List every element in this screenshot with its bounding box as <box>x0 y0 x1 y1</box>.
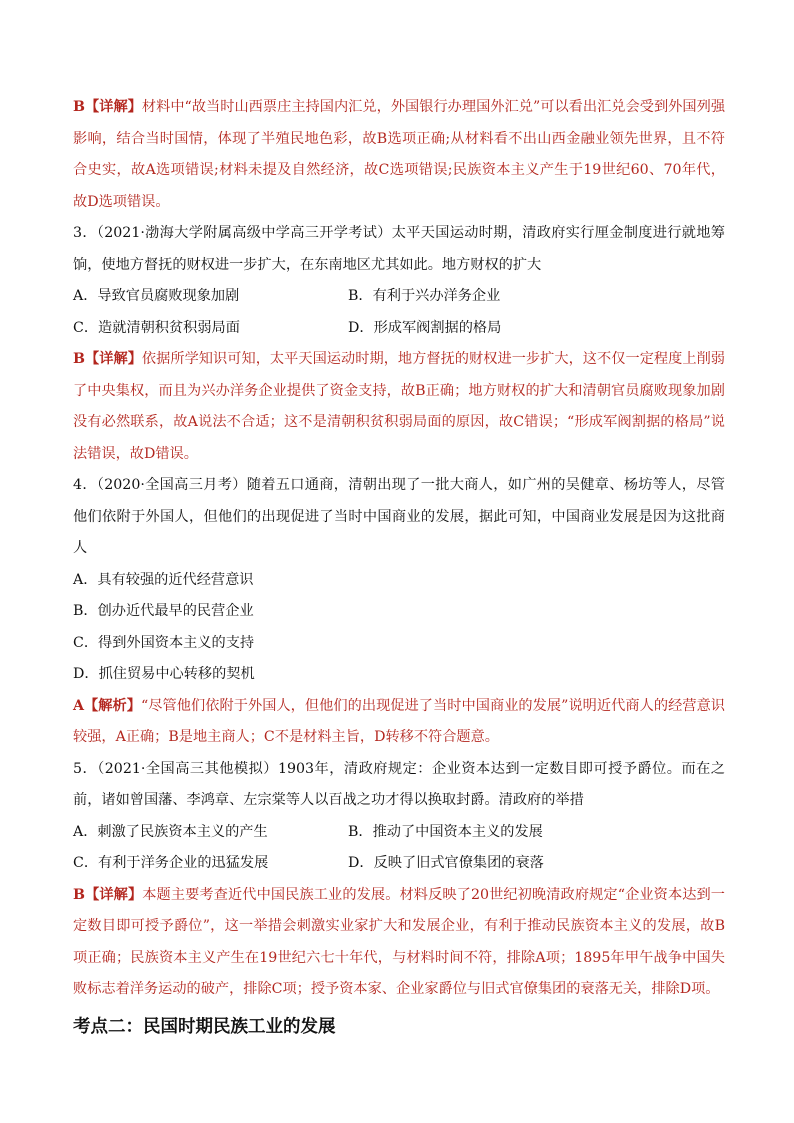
question-3-option-a: A．导致官员腐败现象加剧 <box>73 288 240 304</box>
question-3-option-b: B．有利于兴办洋务企业 <box>348 288 501 304</box>
question-3-options-row-1 <box>73 281 725 313</box>
question-5-option-c: C．有利于洋务企业的迅猛发展 <box>73 855 269 871</box>
answer-label: B【详解】 <box>73 886 143 903</box>
question-5-option-b: B．推动了中国资本主义的发展 <box>348 823 543 840</box>
answer-3 <box>73 344 725 470</box>
section-heading: 考点二：民国时期民族工业的发展 <box>73 1016 336 1037</box>
document-content <box>73 92 725 1042</box>
answer-explanation: 依据所学知识可知，太平天国运动时期，地方督抚的财权进一步扩大，这不仅一定程度上削弱了中央集权，而且为兴办洋务企业提供了资金支持，故B正确；地方财权的扩大和清朝官员腐败现象加剧没有必然联系，故A说法不合适；这不是清朝积贫积弱局面的原因，故C错误；“形成军阀割据的格局”说法错误，故D错误。 <box>73 351 725 462</box>
question-5-option-a: A．刺激了民族资本主义的产生 <box>73 823 268 840</box>
answer-5 <box>73 880 725 1006</box>
answer-label: A【解析】 <box>73 697 141 714</box>
question-4-option-a: A．具有较强的近代经营意识 <box>73 571 254 588</box>
answer-explanation: 材料中“故当时山西票庄主持国内汇兑，外国银行办理国外汇兑”可以看出汇兑会受到外国列强影响，结合当时国情，体现了半殖民地色彩，故B选项正确;从材料看不出山西金融业领先世界，且不符合史实，故A选项错误;材料未提及自然经济，故C选项错误;民族资本主义产生于19世纪60、70年代，故D选项错误。 <box>73 99 726 210</box>
question-3-option-c: C．造就清朝积贫积弱局面 <box>73 319 240 336</box>
answer-explanation: 本题主要考查近代中国民族工业的发展。材料反映了20世纪初晚清政府规定“企业资本达到一定数目即可授予爵位”，这一举措会刺激实业家扩大和发展企业，有利于推动民族资本主义的发展，故B项正确；民族资本主义产生在19世纪六七十年代，与材料时间不符，排除A项；1895年甲午战争中国失败标志着洋务运动的破产，排除C项；授予资本家、企业家爵位与旧式官僚集团的衰落无关，排除D项。 <box>73 886 725 997</box>
answer-2 <box>73 92 725 218</box>
question-5-option-d: D．反映了旧式官僚集团的衰落 <box>348 855 544 871</box>
question-3-option-d: D．形成军阀割据的格局 <box>348 319 502 336</box>
question-3-stem: 3．（2021·渤海大学附属高级中学高三开学考试）太平天国运动时期，清政府实行厘金制度进行就地筹饷，使地方督抚的财权进一步扩大，在东南地区尤其如此。地方财权的扩大 <box>73 225 725 273</box>
question-4-option-c: C．得到外国资本主义的支持 <box>73 634 255 651</box>
answer-label: B【详解】 <box>73 351 142 367</box>
question-5-options-row-2 <box>73 848 725 880</box>
question-3-options-row-2 <box>73 313 725 345</box>
question-5-stem: 5．（2021·全国高三其他模拟）1903年，清政府规定：企业资本达到一定数目即可授予爵位。而在之前，诸如曾国藩、李鸿章、左宗棠等人以百战之功才得以换取封爵。清政府的举措 <box>73 760 725 808</box>
question-4-stem: 4．（2020·全国高三月考）随着五口通商，清朝出现了一批大商人，如广州的吴健章、杨坊等人，尽管他们依附于外国人，但他们的出现促进了当时中国商业的发展，据此可知，中国商业发展是因为这批商人 <box>73 477 725 556</box>
question-4-option-d: D．抓住贸易中心转移的契机 <box>73 666 255 682</box>
answer-4 <box>73 691 725 754</box>
question-5-options-row-1 <box>73 817 725 849</box>
answer-explanation: “尽管他们依附于外国人，但他们的出现促进了当时中国商业的发展”说明近代商人的经营意识较强，A正确；B是地主商人；C不是材料主旨，D转移不符合题意。 <box>73 697 725 745</box>
answer-label: B【详解】 <box>73 99 142 115</box>
question-4-option-b: B．创办近代最早的民营企业 <box>73 603 254 619</box>
